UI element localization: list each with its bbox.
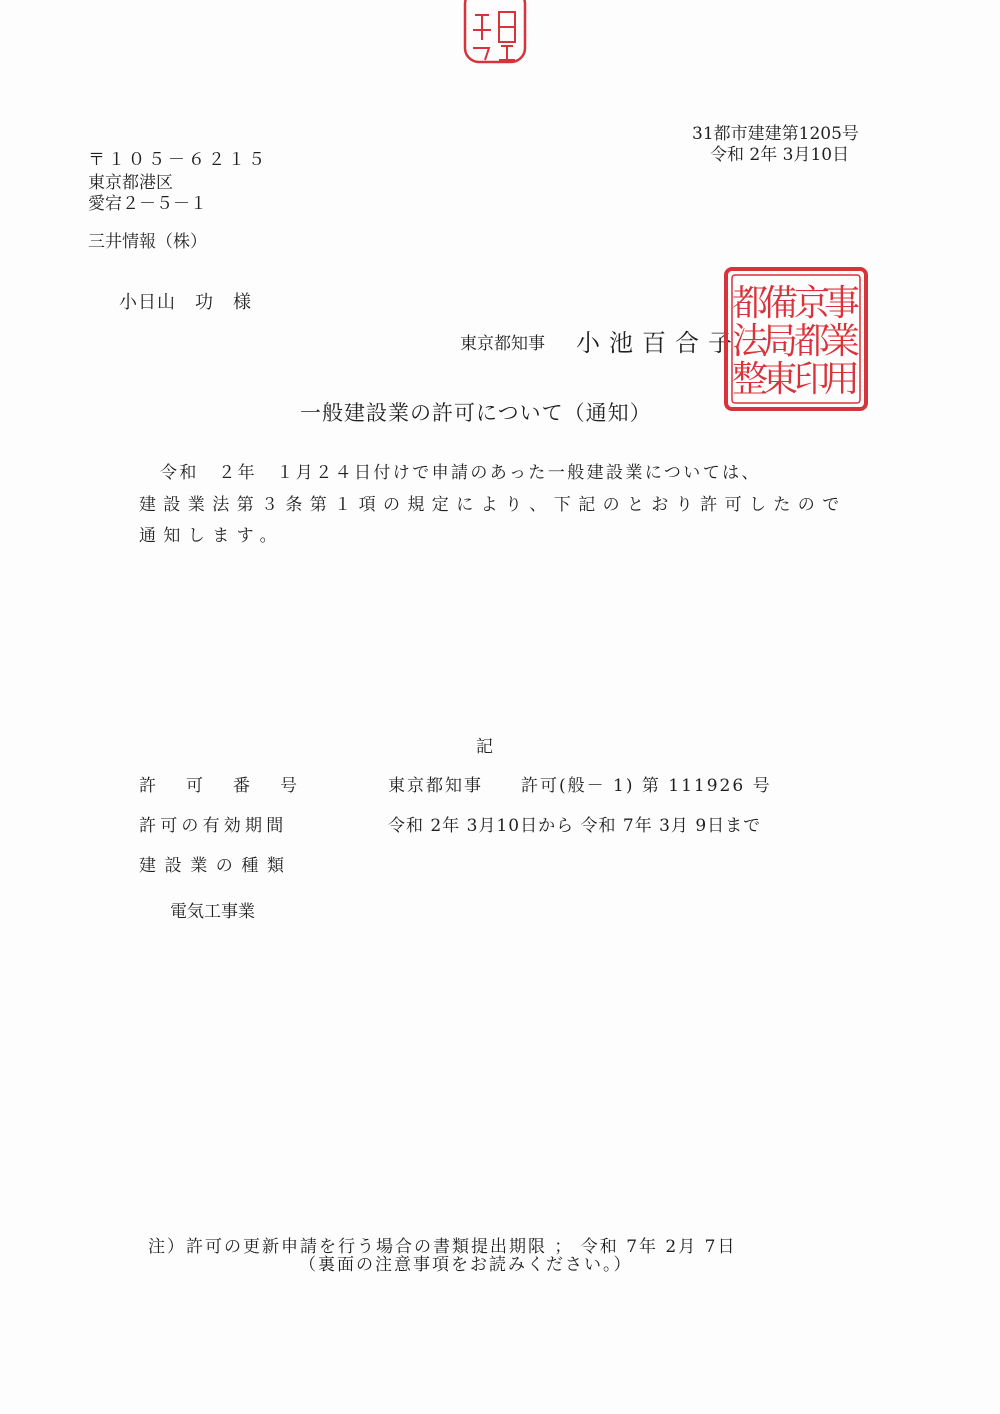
- document-subject: 一般建設業の許可について（通知）: [300, 401, 652, 425]
- issue-date: 令和 2年 3月10日: [710, 145, 850, 165]
- recipient-address-line1: 東京都港区: [88, 173, 173, 193]
- recipient-postal-code: 〒１０５－６２１５: [88, 150, 268, 170]
- recipient-name: 小日山 功 様: [119, 292, 252, 313]
- seal-glyph: 業: [823, 321, 861, 362]
- seal-glyph: 東: [761, 359, 799, 400]
- top-partial-seal: [455, 0, 533, 70]
- row-label-permit-number: 許可番号: [139, 776, 327, 796]
- seal-glyph: 備: [761, 283, 799, 324]
- recipient-company: 三井情報（株）: [88, 232, 207, 252]
- top-seal-graphic: [455, 0, 533, 70]
- seal-glyph: 都: [731, 283, 769, 324]
- seal-glyph: 事: [823, 283, 861, 324]
- seal-glyph: 局: [761, 321, 799, 362]
- seal-glyph: 京: [793, 283, 831, 324]
- seal-glyph: 用: [823, 359, 861, 400]
- row-label-validity-period: 許可の有効期間: [139, 816, 288, 836]
- document-number: 31都市建建第1205号: [692, 124, 859, 144]
- body-line-2: 建設業法第３条第１項の規定により、下記のとおり許可したので: [139, 495, 847, 515]
- official-seal-graphic: [722, 265, 870, 413]
- row-value-permit-number: 東京都知事 許可(般－ 1) 第 111926 号: [388, 776, 772, 796]
- seal-glyph: 法: [731, 321, 769, 362]
- body-line-1: 令和 ２年 １月２４日付けで申請のあった一般建設業については、: [160, 463, 761, 483]
- issuer-name: 小池百合子: [576, 329, 741, 357]
- row-label-business-type: 建設業の種類: [139, 856, 293, 876]
- ki-heading: 記: [476, 737, 493, 757]
- seal-glyph: 都: [793, 321, 831, 362]
- note-line-1: 注）許可の更新申請を行う場合の書類提出期限 ； 令和 7年 2月 7日: [148, 1237, 737, 1257]
- body-line-3: 通知します。: [139, 526, 285, 546]
- business-type-value: 電気工事業: [170, 902, 255, 922]
- official-seal: [722, 265, 870, 413]
- seal-glyph: 印: [793, 359, 831, 400]
- row-value-validity-period: 令和 2年 3月10日から 令和 7年 3月 9日まで: [388, 816, 762, 836]
- note-line-2: （裏面の注意事項をお読みください。）: [299, 1255, 633, 1275]
- recipient-address-line2: 愛宕２－５－１: [88, 194, 207, 214]
- seal-glyph: 整: [731, 359, 769, 400]
- issuer-title: 東京都知事: [460, 334, 545, 354]
